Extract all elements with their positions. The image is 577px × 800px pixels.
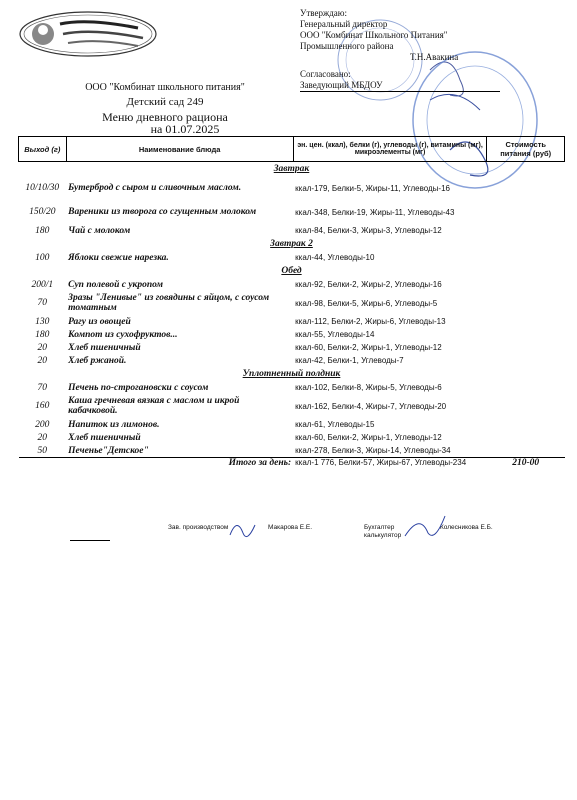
dish-name: Хлеб ржаной. [68,355,127,366]
table-row [19,341,565,354]
menu-table [18,136,565,468]
divider [70,540,110,541]
table-row [19,354,565,367]
approve-line: Промышленного района [300,41,394,51]
dish-nutrition: ккал-278, Белки-3, Жиры-14, Углеводы-34 [295,446,451,455]
table-header [19,137,565,162]
dish-output: 160 [35,401,50,411]
table-row [19,418,565,431]
footer-left-role: Зав. производством [168,524,229,531]
dish-nutrition: ккал-98, Белки-5, Жиры-6, Углеводы-5 [295,298,438,308]
col-header: Стоимость питания (руб) [487,137,565,162]
company-logo [18,10,158,58]
dish-nutrition: ккал-179, Белки-5, Жиры-11, Углеводы-16 [295,183,450,193]
dish-output: 200 [35,419,50,430]
table-row [19,278,565,291]
dish-name: Чай с молоком [68,225,131,236]
table-row [19,200,565,224]
dish-name: Яблоки свежие нарезка. [68,252,169,263]
footer-right-role: Бухгалтер калькулятор [364,524,402,539]
dish-nutrition: ккал-55, Углеводы-14 [295,330,375,339]
dish-nutrition: ккал-102, Белки-8, Жиры-5, Углеводы-6 [295,383,442,392]
dish-nutrition: ккал-44, Углеводы-10 [295,253,375,262]
table-row [19,381,565,394]
menu-date: на 01.07.2025 [150,122,220,136]
approve-line: Утверждаю: [300,8,348,18]
org-name: ООО "Комбинат школьного питания" [85,82,245,93]
dish-output: 200/1 [31,279,54,290]
agreed-line: Согласовано: [300,69,351,79]
dish-output: 20 [37,432,48,443]
dish-name: Рагу из овощей [68,316,131,327]
dish-name: Печень по-строгановски с соусом [68,382,209,393]
dish-output: 150/20 [29,207,56,217]
dish-output: 180 [35,225,50,236]
col-header: эн. цен. (ккал), белки (г), углеводы (г), витамины (мг), микроэлементы (мг) [293,137,487,162]
approve-line: ООО "Комбинат Школьного Питания" [300,30,448,40]
dish-nutrition: ккал-84, Белки-3, Жиры-3, Углеводы-12 [295,226,442,235]
table-row [19,315,565,328]
page-title: Меню дневного рациона [102,110,228,124]
section-title: Уплотненный полдник [242,369,341,379]
dish-nutrition: ккал-162, Белки-4, Жиры-7, Углеводы-20 [295,401,447,411]
dish-nutrition: ккал-60, Белки-2, Жиры-1, Углеводы-12 [295,343,442,352]
table-row [19,431,565,444]
dish-name: Печенье"Детское" [68,445,149,456]
dish-name: Напиток из лимонов. [68,419,160,430]
table-row [19,328,565,341]
approve-name: Т.Н.Авакина [410,52,459,62]
dish-output: 50 [37,445,48,456]
dish-name: Бутерброд с сыром и сливочным маслом. [68,183,242,193]
dish-nutrition: ккал-92, Белки-2, Жиры-2, Углеводы-16 [295,280,442,289]
section-title: Завтрак 2 [270,239,313,249]
col-header: Наименование блюда [66,137,293,162]
table-row [19,176,565,200]
dish-output: 180 [35,329,50,340]
section-title: Завтрак [273,164,310,174]
dish-name: Вареники из творога со сгущенным молоком [68,207,257,217]
dish-name: Компот из сухофруктов... [68,329,178,340]
kindergarten-name: Детский сад 249 [126,96,204,108]
col-header: Выход (г) [19,137,67,162]
section-title: Обед [281,266,302,276]
dish-output: 70 [37,382,48,393]
table-row [19,444,565,458]
dish-nutrition: ккал-61, Углеводы-15 [295,420,375,429]
table-row [19,394,565,418]
table-row [19,224,565,237]
dish-output: 20 [37,342,48,353]
total-nutrition: ккал-1 776, Белки-57, Жиры-67, Углеводы-234 [295,458,467,467]
dish-output: 20 [37,355,48,366]
dish-output: 130 [35,316,50,327]
table-row [19,291,565,315]
signature-scribble [400,508,450,542]
agreed-line: Заведующий МБДОУ [300,80,500,92]
dish-name: Суп полевой с укропом [68,279,164,290]
dish-nutrition: ккал-42, Белки-1, Углеводы-7 [295,356,404,365]
footer-left-name: Макарова Е.Е. [268,524,313,531]
signature-scribble [225,515,265,545]
dish-name: Хлеб пшеничный [68,342,141,353]
dish-nutrition: ккал-112, Белки-2, Жиры-6, Углеводы-13 [295,317,446,326]
table-row [19,251,565,264]
dish-name: Хлеб пшеничный [68,432,141,443]
dish-output: 100 [35,252,50,263]
approve-line: Генеральный директор [300,19,388,29]
dish-nutrition: ккал-60, Белки-2, Жиры-1, Углеводы-12 [295,433,442,442]
dish-name: Каша гречневая вязкая с маслом и икрой кабачковой. [68,396,240,416]
dish-nutrition: ккал-348, Белки-19, Жиры-11, Углеводы-43 [295,207,455,217]
dish-name: Зразы "Ленивые" из говядины с яйцом, с соусом томатным [68,293,270,313]
dish-output: 70 [37,298,48,308]
dish-output: 10/10/30 [25,183,60,193]
footer-right-name: Колесникова Е.Б. [440,524,493,531]
total-row [19,458,565,469]
total-cost: 210-00 [512,458,540,468]
total-label: Итого за день: [228,458,292,468]
approval-block [300,8,500,92]
